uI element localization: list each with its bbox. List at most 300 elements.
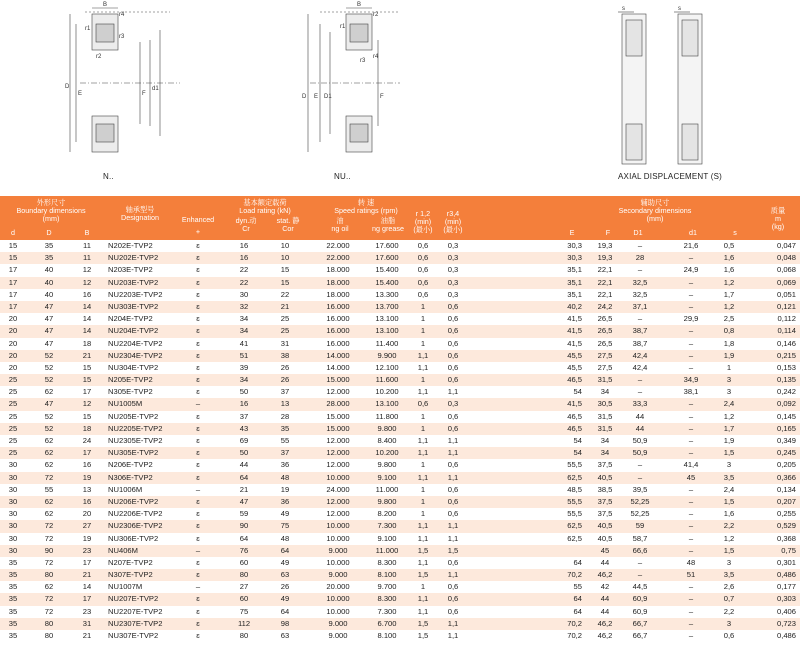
cell-B: 17 bbox=[82, 594, 92, 604]
header-r12: r 1,2 (min) (最小) bbox=[413, 209, 433, 234]
cell-B: 21 bbox=[82, 350, 92, 360]
cell-B: 14 bbox=[82, 301, 92, 311]
cell-enhanced: ɛ bbox=[196, 338, 200, 348]
cell-s: 1,2 bbox=[723, 301, 735, 311]
cell-mass: 0,486 bbox=[776, 631, 796, 640]
cell-D1: 44 bbox=[635, 423, 645, 433]
cell-F: 38,5 bbox=[597, 484, 613, 494]
cell-d: 17 bbox=[8, 289, 18, 299]
cell-cor: 25 bbox=[280, 326, 290, 336]
caption-axial-displacement: AXIAL DISPLACEMENT (S) bbox=[618, 172, 722, 181]
header-B: B bbox=[84, 228, 90, 237]
cell-ng-grease: 10.200 bbox=[375, 448, 399, 458]
cell-ng-grease: 13.100 bbox=[375, 314, 399, 324]
cell-E: 62,5 bbox=[567, 472, 582, 482]
cell-d1: 48 bbox=[686, 557, 696, 567]
cell-r34: 0,6 bbox=[447, 314, 459, 324]
cell-E: 41,5 bbox=[567, 326, 582, 336]
header-load-rating: 基本额定载荷 Load rating (kN) bbox=[239, 198, 291, 215]
cell-ng-oil: 16.000 bbox=[326, 326, 350, 336]
cell-mass: 0,529 bbox=[776, 521, 796, 531]
cell-cr: 44 bbox=[239, 460, 249, 470]
cell-d1: – bbox=[688, 448, 694, 458]
cell-E: 54 bbox=[573, 387, 582, 397]
cell-designation: NU204E-TVP2 bbox=[108, 326, 159, 336]
cell-ng-grease: 11.000 bbox=[375, 484, 399, 494]
cell-E: 35,1 bbox=[567, 289, 582, 299]
cell-D1: – bbox=[637, 460, 643, 470]
cell-s: 1,6 bbox=[723, 265, 735, 275]
cell-B: 11 bbox=[83, 253, 91, 263]
cell-enhanced: ɛ bbox=[196, 423, 200, 433]
label-r3: r3 bbox=[119, 34, 125, 40]
cell-F: 34 bbox=[600, 436, 610, 445]
header-secondary: 辅助尺寸 Secondary dimensions (mm) bbox=[618, 198, 692, 223]
cell-designation: NU2304E-TVP2 bbox=[108, 350, 163, 360]
cell-ng-oil: 14.000 bbox=[326, 350, 350, 360]
cell-D1: 52,25 bbox=[630, 496, 650, 506]
cell-r12: 1 bbox=[420, 582, 426, 592]
cell-D: 47 bbox=[44, 338, 54, 348]
cell-enhanced: ɛ bbox=[196, 362, 200, 372]
cell-F: 44 bbox=[600, 606, 610, 616]
caption-nu-series: NU.. bbox=[334, 172, 351, 181]
cell-r34: 0,3 bbox=[447, 241, 459, 250]
cell-cr: 43 bbox=[239, 423, 249, 433]
cell-D: 62 bbox=[44, 387, 54, 397]
table-row bbox=[0, 301, 800, 313]
cell-D: 80 bbox=[44, 618, 54, 628]
cell-ng-grease: 9.100 bbox=[377, 533, 397, 543]
cell-r34: 0,3 bbox=[447, 265, 459, 275]
cell-ng-oil: 22.000 bbox=[326, 241, 350, 250]
cell-ng-oil: 24.000 bbox=[326, 484, 350, 494]
cell-ng-grease: 12.100 bbox=[375, 362, 399, 372]
header-mass: 质量 m (kg) bbox=[770, 206, 786, 231]
cell-s: 3 bbox=[726, 557, 732, 567]
cell-D: 80 bbox=[44, 570, 54, 580]
cell-enhanced: ɛ bbox=[196, 606, 200, 616]
cell-d: 35 bbox=[8, 618, 18, 628]
cell-ng-grease: 13.300 bbox=[375, 289, 399, 299]
cell-cr: 41 bbox=[239, 338, 249, 348]
cell-d: 30 bbox=[8, 545, 18, 555]
cell-cr: 27 bbox=[239, 582, 249, 592]
cell-D: 40 bbox=[44, 289, 54, 299]
cell-D1: – bbox=[637, 265, 643, 275]
cell-d1: – bbox=[688, 253, 694, 263]
cell-d1: – bbox=[688, 289, 694, 299]
cell-r34: 0,6 bbox=[447, 338, 459, 348]
cell-designation: NU2207E-TVP2 bbox=[108, 606, 163, 616]
cell-s: 2,2 bbox=[723, 606, 735, 616]
cell-ng-grease: 9.900 bbox=[377, 350, 397, 360]
cell-d1: – bbox=[688, 484, 694, 494]
table-row bbox=[0, 593, 800, 605]
cell-cr: 22 bbox=[239, 277, 249, 287]
cell-mass: 0,368 bbox=[776, 533, 796, 543]
cell-D1: 33,3 bbox=[632, 399, 648, 409]
cell-ng-oil: 9.000 bbox=[328, 631, 348, 640]
cell-d: 25 bbox=[8, 436, 18, 445]
cell-ng-oil: 18.000 bbox=[326, 277, 350, 287]
cell-r34: 1,1 bbox=[447, 570, 459, 580]
cell-cr: 16 bbox=[239, 399, 249, 409]
cell-F: 42 bbox=[600, 582, 610, 592]
cell-D1: 42,4 bbox=[632, 350, 648, 360]
cell-ng-grease: 11.800 bbox=[375, 411, 399, 421]
cell-ng-oil: 10.000 bbox=[326, 594, 350, 604]
cell-B: 16 bbox=[82, 460, 92, 470]
cell-E: 55 bbox=[573, 582, 582, 592]
cell-F: 40,5 bbox=[597, 521, 613, 531]
cell-ng-oil: 16.000 bbox=[326, 301, 350, 311]
cell-D1: – bbox=[637, 241, 643, 250]
cell-B: 17 bbox=[82, 557, 92, 567]
cell-designation: N307E-TVP2 bbox=[108, 570, 153, 580]
cell-cor: 28 bbox=[280, 411, 290, 421]
header-s: s bbox=[733, 228, 737, 237]
cell-E: 35,1 bbox=[567, 265, 582, 275]
cell-B: 18 bbox=[82, 338, 92, 348]
cell-enhanced: ɛ bbox=[196, 375, 200, 385]
cell-D1: – bbox=[637, 570, 643, 580]
cell-B: 31 bbox=[82, 618, 92, 628]
cell-cor: 10 bbox=[280, 241, 290, 250]
cell-D1: 44,5 bbox=[632, 582, 648, 592]
cell-r34: 1,5 bbox=[447, 545, 459, 555]
label-E: E bbox=[78, 91, 83, 97]
cell-r12: 1,1 bbox=[417, 472, 429, 482]
cell-ng-oil: 18.000 bbox=[326, 289, 350, 299]
cell-r12: 1,1 bbox=[417, 350, 429, 360]
cell-enhanced: ɛ bbox=[196, 631, 200, 640]
table-row bbox=[0, 264, 800, 276]
cell-d: 30 bbox=[8, 484, 18, 494]
cell-r34: 1,1 bbox=[447, 521, 459, 531]
header-grease: 油脂 ng grease bbox=[372, 216, 404, 233]
cell-ng-oil: 15.000 bbox=[326, 411, 350, 421]
cell-ng-grease: 8.100 bbox=[377, 631, 397, 640]
cell-F: 37,5 bbox=[597, 509, 613, 519]
cell-ng-grease: 9.700 bbox=[377, 582, 397, 592]
table-row bbox=[0, 423, 800, 435]
cell-F: 34 bbox=[600, 387, 610, 397]
cell-d: 35 bbox=[8, 631, 18, 640]
cell-D1: – bbox=[637, 557, 643, 567]
cell-D1: 60,9 bbox=[632, 594, 648, 604]
cell-s: 0,8 bbox=[723, 326, 735, 336]
cell-ng-oil: 14.000 bbox=[326, 362, 350, 372]
cell-E: 30,3 bbox=[567, 253, 582, 263]
label-d1: d1 bbox=[152, 86, 159, 92]
cell-cr: 60 bbox=[239, 594, 249, 604]
cell-ng-grease: 17.600 bbox=[375, 241, 399, 250]
cell-designation: N305E-TVP2 bbox=[108, 387, 153, 397]
cell-r12: 1,1 bbox=[417, 448, 429, 458]
cell-ng-oil: 10.000 bbox=[326, 521, 350, 531]
cell-B: 17 bbox=[82, 387, 92, 397]
cell-r12: 1,1 bbox=[417, 362, 429, 372]
cell-cr: 16 bbox=[239, 241, 249, 250]
cell-mass: 0,205 bbox=[776, 460, 796, 470]
table-row bbox=[0, 447, 800, 459]
cell-cr: 90 bbox=[239, 521, 249, 531]
cell-cor: 25 bbox=[280, 314, 290, 324]
cell-s: 1,8 bbox=[723, 338, 735, 348]
cell-B: 14 bbox=[82, 326, 92, 336]
cell-r34: 0,6 bbox=[447, 460, 459, 470]
cell-B: 27 bbox=[82, 521, 92, 531]
table-row bbox=[0, 508, 800, 520]
cell-enhanced: ɛ bbox=[196, 289, 200, 299]
cell-d1: 45 bbox=[686, 472, 696, 482]
label-s-left: s bbox=[622, 6, 625, 12]
cell-D: 62 bbox=[44, 460, 54, 470]
cell-cor: 49 bbox=[280, 594, 290, 604]
cell-mass: 0,486 bbox=[776, 570, 796, 580]
cell-r12: 1,1 bbox=[417, 557, 429, 567]
cell-D1: – bbox=[637, 472, 643, 482]
table-row bbox=[0, 350, 800, 362]
cell-B: 15 bbox=[82, 375, 92, 385]
cell-cr: 34 bbox=[239, 326, 249, 336]
cell-d1: – bbox=[688, 594, 694, 604]
cell-ng-oil: 10.000 bbox=[326, 606, 350, 616]
cell-F: 44 bbox=[600, 557, 610, 567]
cell-d: 20 bbox=[8, 362, 18, 372]
cell-B: 19 bbox=[82, 472, 92, 482]
cell-r12: 1 bbox=[420, 338, 426, 348]
header-d1: d1 bbox=[689, 228, 697, 237]
cell-r12: 1,1 bbox=[417, 606, 429, 616]
cell-s: 1,7 bbox=[723, 423, 735, 433]
cell-ng-grease: 17.600 bbox=[375, 253, 399, 263]
cell-E: 70,2 bbox=[567, 570, 582, 580]
cell-B: 17 bbox=[82, 448, 92, 458]
cell-B: 21 bbox=[82, 570, 92, 580]
cell-ng-grease: 11.600 bbox=[375, 375, 399, 385]
cell-r34: 0,6 bbox=[447, 582, 459, 592]
n-series-section-drawing bbox=[40, 0, 240, 170]
cell-mass: 0,146 bbox=[776, 338, 796, 348]
cell-s: 2,6 bbox=[723, 582, 735, 592]
cell-r12: 1,5 bbox=[417, 631, 429, 640]
cell-cor: 36 bbox=[280, 496, 290, 506]
cell-designation: NU307E-TVP2 bbox=[108, 631, 159, 640]
cell-enhanced: ɛ bbox=[196, 241, 200, 250]
cell-designation: NU2205E-TVP2 bbox=[108, 423, 163, 433]
caption-n-series: N.. bbox=[103, 172, 114, 181]
cell-d1: 41,4 bbox=[683, 460, 699, 470]
header-d: d bbox=[11, 228, 15, 237]
cell-enhanced: – bbox=[195, 399, 201, 409]
cell-D1: 60,9 bbox=[632, 606, 648, 616]
cell-cor: 26 bbox=[280, 362, 290, 372]
cell-ng-oil: 12.000 bbox=[326, 387, 350, 397]
cell-cr: 32 bbox=[239, 301, 249, 311]
cell-s: 3 bbox=[726, 618, 732, 628]
cell-F: 24,2 bbox=[597, 301, 613, 311]
cell-s: 1,2 bbox=[723, 411, 735, 421]
cell-F: 26,5 bbox=[597, 326, 613, 336]
cell-ng-grease: 8.200 bbox=[377, 509, 397, 519]
cell-s: 1,7 bbox=[723, 289, 735, 299]
cell-ng-grease: 9.800 bbox=[377, 460, 397, 470]
table-row bbox=[0, 618, 800, 630]
cell-ng-oil: 20.000 bbox=[326, 582, 350, 592]
cell-D1: 50,9 bbox=[632, 436, 648, 445]
cell-cr: 64 bbox=[239, 533, 249, 543]
cell-cor: 64 bbox=[280, 545, 290, 555]
cell-cr: 80 bbox=[239, 570, 249, 580]
table-row bbox=[0, 606, 800, 618]
cell-enhanced: ɛ bbox=[196, 265, 200, 275]
cell-mass: 0,092 bbox=[776, 399, 796, 409]
cell-F: 34 bbox=[600, 448, 610, 458]
cell-r34: 0,3 bbox=[447, 277, 459, 287]
cell-B: 18 bbox=[82, 423, 92, 433]
cell-F: 27,5 bbox=[597, 362, 613, 372]
table-header bbox=[0, 196, 800, 240]
cell-designation: NU207E-TVP2 bbox=[108, 594, 159, 604]
cell-B: 23 bbox=[82, 606, 92, 616]
cell-F: 44 bbox=[600, 594, 610, 604]
header-boundary: 外形尺寸 Boundary dimensions (mm) bbox=[16, 198, 86, 223]
cell-D: 52 bbox=[44, 375, 54, 385]
cell-d1: 34,9 bbox=[683, 375, 699, 385]
cell-ng-oil: 12.000 bbox=[326, 460, 350, 470]
cell-cor: 48 bbox=[280, 533, 290, 543]
cell-E: 54 bbox=[573, 448, 582, 458]
cell-mass: 0,047 bbox=[776, 241, 796, 250]
cell-r12: 0,6 bbox=[417, 277, 429, 287]
cell-B: 20 bbox=[82, 509, 92, 519]
cell-cr: 76 bbox=[239, 545, 249, 555]
cell-B: 14 bbox=[82, 582, 92, 592]
cell-s: 1,2 bbox=[723, 533, 735, 543]
cell-D1: 42,4 bbox=[632, 362, 648, 372]
cell-ng-oil: 16.000 bbox=[326, 314, 350, 324]
cell-mass: 0,723 bbox=[776, 618, 796, 628]
cell-d: 25 bbox=[8, 423, 18, 433]
cell-cor: 19 bbox=[280, 484, 290, 494]
cell-s: 1,5 bbox=[723, 545, 735, 555]
cell-r12: 0,6 bbox=[417, 241, 429, 250]
cell-D: 47 bbox=[44, 314, 54, 324]
table-row bbox=[0, 520, 800, 532]
cell-cor: 38 bbox=[280, 350, 290, 360]
cell-D: 72 bbox=[44, 594, 54, 604]
cell-cr: 34 bbox=[239, 314, 249, 324]
nu-series-section-drawing bbox=[300, 0, 500, 170]
cell-s: 2,4 bbox=[723, 484, 735, 494]
cell-d1: – bbox=[688, 509, 694, 519]
header-enhanced: Enhanced + bbox=[181, 215, 215, 236]
cell-D: 72 bbox=[44, 533, 54, 543]
cell-ng-grease: 11.000 bbox=[375, 545, 399, 555]
cell-d1: – bbox=[688, 618, 694, 628]
cell-r12: 1 bbox=[420, 314, 426, 324]
cell-D1: 37,1 bbox=[632, 301, 648, 311]
header-designation: 轴承型号 Designation bbox=[121, 205, 159, 222]
cell-d: 25 bbox=[8, 399, 18, 409]
table-row bbox=[0, 386, 800, 398]
cell-d1: – bbox=[688, 436, 694, 445]
cell-B: 19 bbox=[82, 533, 92, 543]
table-row bbox=[0, 240, 800, 252]
header-cor: stat. 静 Cor bbox=[276, 216, 300, 233]
table-row bbox=[0, 484, 800, 496]
cell-d1: 51 bbox=[686, 570, 696, 580]
cell-D: 47 bbox=[44, 301, 54, 311]
cell-enhanced: ɛ bbox=[196, 509, 200, 519]
cell-cor: 15 bbox=[280, 277, 290, 287]
cell-mass: 0,366 bbox=[776, 472, 796, 482]
cell-D1: 38,7 bbox=[632, 326, 648, 336]
cell-enhanced: ɛ bbox=[196, 521, 200, 531]
cell-s: 0,7 bbox=[723, 594, 735, 604]
cell-mass: 0,069 bbox=[776, 277, 796, 287]
cell-d: 15 bbox=[8, 241, 18, 250]
cell-cr: 69 bbox=[239, 436, 249, 445]
cell-d1: – bbox=[688, 496, 694, 506]
cell-designation: NU406M bbox=[108, 545, 138, 555]
cell-d1: – bbox=[688, 277, 694, 287]
cell-designation: NU1005M bbox=[108, 399, 143, 409]
cell-enhanced: ɛ bbox=[196, 277, 200, 287]
cell-r34: 1,1 bbox=[447, 618, 459, 628]
cell-E: 62,5 bbox=[567, 521, 582, 531]
cell-cor: 26 bbox=[280, 582, 290, 592]
cell-E: 45,5 bbox=[567, 350, 582, 360]
table-row bbox=[0, 459, 800, 471]
table-row bbox=[0, 411, 800, 423]
cell-enhanced: – bbox=[195, 484, 201, 494]
cell-mass: 0,215 bbox=[776, 350, 796, 360]
cell-mass: 0,121 bbox=[776, 301, 796, 311]
cell-s: 1,9 bbox=[723, 436, 735, 445]
label-r1: r1 bbox=[85, 26, 91, 32]
cell-ng-grease: 9.100 bbox=[377, 472, 397, 482]
cell-d1: – bbox=[688, 326, 694, 336]
table-row bbox=[0, 630, 800, 642]
cell-E: 30,3 bbox=[567, 241, 582, 250]
header-F: F bbox=[605, 228, 611, 237]
header-oil: 油 ng oil bbox=[331, 216, 349, 233]
cell-ng-oil: 12.000 bbox=[326, 436, 350, 445]
cell-E: 46,5 bbox=[567, 423, 582, 433]
table-row bbox=[0, 472, 800, 484]
label-B: B bbox=[103, 2, 108, 8]
cell-s: 3 bbox=[726, 375, 732, 385]
cell-d1: – bbox=[688, 301, 694, 311]
cell-mass: 0,051 bbox=[776, 289, 796, 299]
cell-D: 40 bbox=[44, 265, 54, 275]
cell-E: 64 bbox=[573, 557, 582, 567]
cell-enhanced: ɛ bbox=[196, 253, 200, 263]
cell-enhanced: ɛ bbox=[196, 301, 200, 311]
cell-D1: 28 bbox=[635, 253, 645, 263]
cell-E: 41,5 bbox=[567, 399, 582, 409]
cell-s: 1,6 bbox=[723, 253, 735, 263]
bearing-diagrams bbox=[0, 0, 800, 196]
cell-r12: 1,5 bbox=[417, 570, 429, 580]
table-row bbox=[0, 557, 800, 569]
cell-d1: – bbox=[688, 606, 694, 616]
cell-cr: 112 bbox=[237, 618, 251, 628]
label-r1: r1 bbox=[340, 24, 346, 30]
